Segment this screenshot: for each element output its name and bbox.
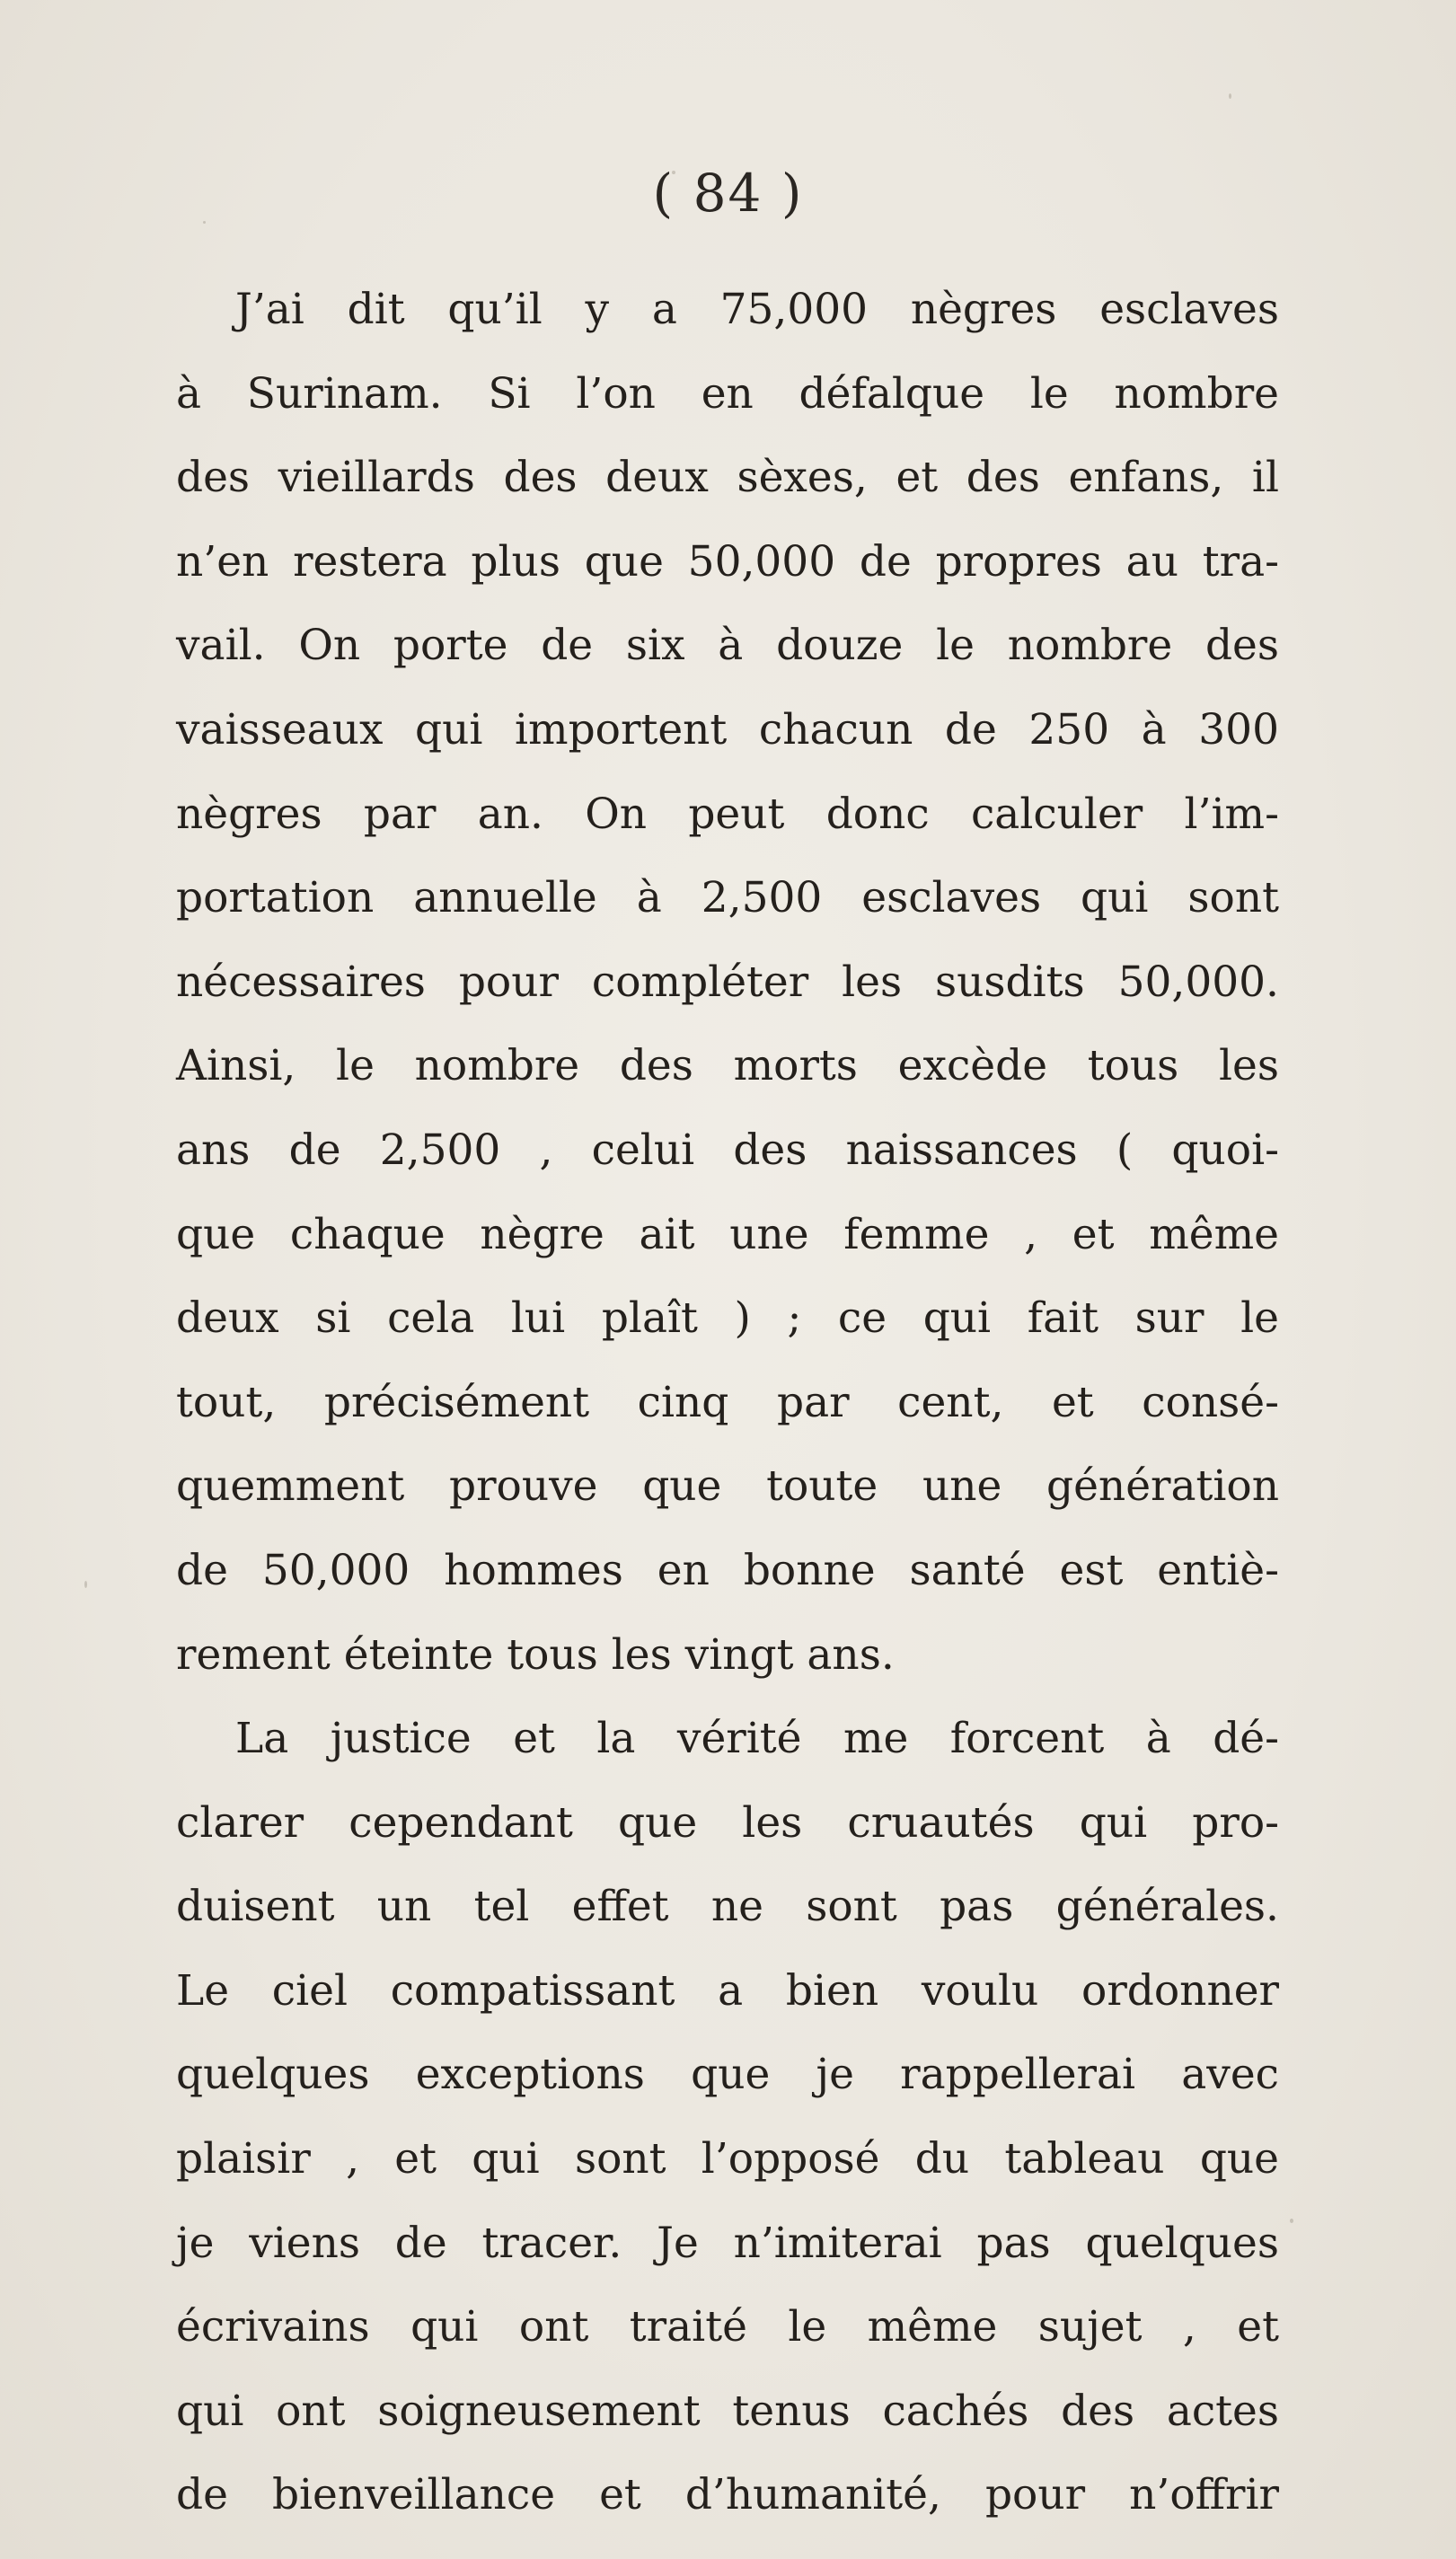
text-line: des vieillards des deux sèxes, et des enfans, il <box>176 453 1279 503</box>
text-line: vaisseaux qui importent chacun de 250 à 300 <box>176 704 1279 754</box>
text-line: de bienveillance et d’humanité, pour n’offrir <box>176 2470 1279 2520</box>
paper-speck <box>203 221 206 224</box>
text-line: duisent un tel effet ne sont pas générales. <box>176 1882 1279 1932</box>
text-line: quemment prouve que toute une génération <box>176 1461 1279 1512</box>
text-line: ans de 2,500 , celui des naissances ( quoi- <box>176 1125 1279 1175</box>
text-line: je viens de tracer. Je n’imiterai pas quelques <box>176 2218 1279 2268</box>
paper-speck <box>1229 93 1231 99</box>
text-line: de 50,000 hommes en bonne santé est entiè- <box>176 1545 1279 1595</box>
text-line: écrivains qui ont traité le même sujet , et <box>176 2302 1279 2352</box>
text-line: qui ont soigneusement tenus cachés des actes <box>176 2386 1279 2436</box>
paper-speck <box>84 1581 87 1588</box>
body-text <box>176 274 1279 2544</box>
text-line: La justice et la vérité me forcent à dé- <box>235 1714 1279 1764</box>
text-line: Ainsi, le nombre des morts excède tous les <box>176 1041 1279 1091</box>
text-line: que chaque nègre ait une femme , et même <box>176 1209 1279 1259</box>
text-line: nègres par an. On peut donc calculer l’im- <box>176 789 1279 839</box>
page-number: ( 84 ) <box>652 163 804 224</box>
text-line: nécessaires pour compléter les susdits 50,000. <box>176 957 1279 1007</box>
paper-speck <box>1290 2219 1293 2223</box>
text-line: rement éteinte tous les vingt ans. <box>176 1629 895 1680</box>
text-line: n’en restera plus que 50,000 de propres au tra- <box>176 536 1279 587</box>
text-line: quelques exceptions que je rappellerai avec <box>176 2050 1279 2100</box>
text-line: portation annuelle à 2,500 esclaves qui sont <box>176 873 1279 923</box>
text-line: J’ai dit qu’il y a 75,000 nègres esclaves <box>235 285 1279 334</box>
text-line: clarer cependant que les cruautés qui pro- <box>176 1797 1279 1848</box>
text-line: deux si cela lui plaît ) ; ce qui fait sur le <box>176 1293 1279 1344</box>
text-line: vail. On porte de six à douze le nombre des <box>176 621 1279 671</box>
text-line: plaisir , et qui sont l’opposé du tableau que <box>176 2134 1279 2184</box>
text-line: Le ciel compatissant a bien voulu ordonner <box>176 1965 1279 2016</box>
text-line: tout, précisément cinq par cent, et consé- <box>176 1377 1279 1427</box>
text-line: à Surinam. Si l’on en défalque le nombre <box>176 368 1279 419</box>
